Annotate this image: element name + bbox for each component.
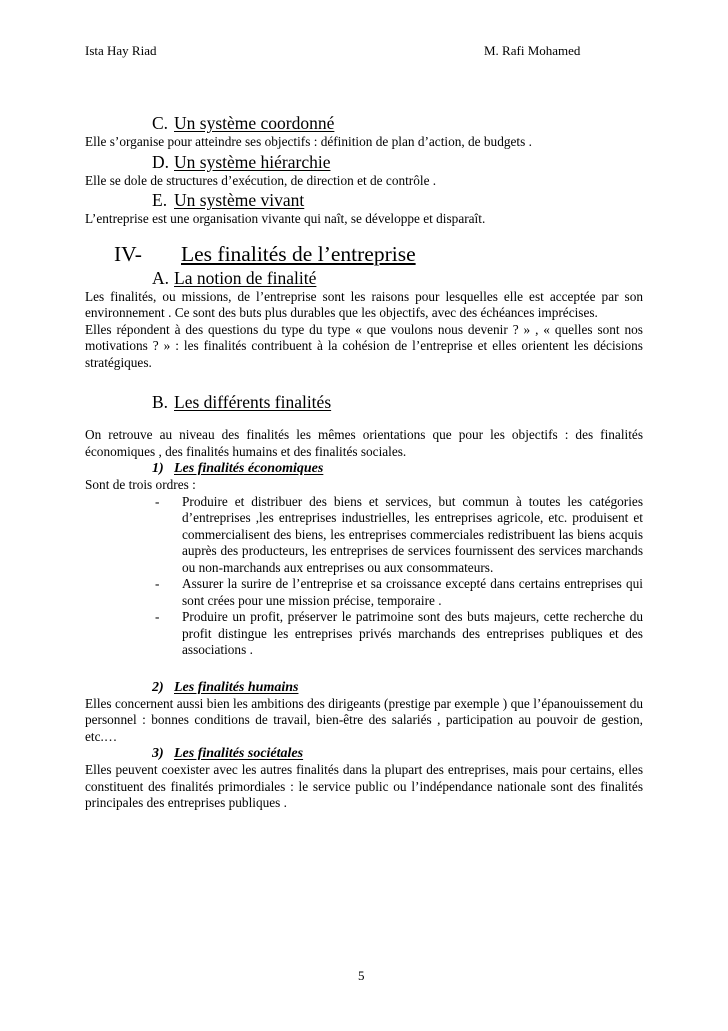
heading-b bbox=[85, 391, 643, 413]
paragraph-a-2: Elles répondent à des questions du type du type « que voulons nous devenir ? » , « quelles sont nos motivations ? » : les finalités contribuent à la cohésion de l’entreprise et elles orientent les décisions stratégiques. bbox=[85, 321, 643, 370]
heading-c-title: Un système coordonné bbox=[174, 113, 335, 133]
subheading-economiques bbox=[85, 460, 643, 477]
heading-part-4 bbox=[85, 241, 643, 267]
subheading-societales bbox=[85, 745, 643, 762]
paragraph-humains: Elles concernent aussi bien les ambitions des dirigeants (prestige par exemple ) que l’épanouissement du personnel : bonnes conditions de travail, bien-être des salariés , participation au pouvoir de gestion, etc.… bbox=[85, 695, 643, 744]
page-number: 5 bbox=[358, 968, 365, 983]
heading-e-title: Un système vivant bbox=[174, 190, 305, 210]
subheading-economiques-number: 1) bbox=[152, 461, 164, 476]
paragraph-societales: Elles peuvent coexister avec les autres finalités dans la plupart des entreprises, mais pour certains, elles constituent des finalités primordiales : le service public ou l’indépendance nationale sont des finalités principales des entreprises publiques . bbox=[85, 762, 643, 810]
list-item-text: Produire un profit, préserver le patrimoine sont des buts majeurs, cette recherche du profit distingue les entreprises privés marchands des entreprises publiques et des associations . bbox=[182, 609, 643, 657]
paragraph-a-1: Les finalités, ou missions, de l’entreprise sont les raisons pour lesquelles elle est acceptée par son environnement . Ce sont des buts plus durables que les objectifs, avec des échéances imprécises. bbox=[85, 288, 643, 320]
paragraph-d: Elle se dole de structures d’exécution, de direction et de contrôle . bbox=[85, 172, 437, 188]
paragraph-economiques-lead: Sont de trois ordres : bbox=[85, 477, 196, 492]
subheading-societales-number: 3) bbox=[152, 746, 164, 761]
list-item bbox=[155, 576, 643, 609]
paragraph-e: L’entreprise est une organisation vivante qui naît, se développe et disparaît. bbox=[85, 211, 486, 226]
subheading-humains bbox=[85, 679, 643, 696]
paragraph-b-intro: On retrouve au niveau des finalités les mêmes orientations que pour les objectifs : des finalités économiques , des finalités humains et des finalités sociales. bbox=[85, 427, 643, 459]
heading-a bbox=[85, 267, 643, 289]
header-author-left: Ista Hay Riad bbox=[85, 43, 157, 58]
list-item bbox=[155, 609, 643, 659]
heading-b-letter: B. bbox=[152, 392, 169, 412]
heading-e-letter: E. bbox=[152, 190, 168, 210]
subheading-humains-title: Les finalités humains bbox=[174, 679, 299, 695]
heading-b-title: Les différents finalités bbox=[174, 392, 332, 412]
header-author-right: M. Rafi Mohamed bbox=[484, 43, 581, 58]
list-item-text: Produire et distribuer des biens et services, but commun à toutes les catégories d’entreprises ,les entreprises industrielles, les entreprises agricole, etc. produisent et commercialisent des biens, les entreprises commerciales redistribuent las biens acquis auprès des producteurs, les entreprises de services fournissent des services marchands ou non-marchands aux entreprises ou aux consommateurs. bbox=[182, 493, 643, 575]
heading-d bbox=[85, 151, 643, 173]
paragraph-c: Elle s’organise pour atteindre ses objectifs : définition de plan d’action, de budgets . bbox=[85, 134, 532, 149]
subheading-societales-title: Les finalités sociétales bbox=[174, 746, 304, 761]
heading-part-4-roman: IV- bbox=[114, 241, 142, 266]
heading-c bbox=[85, 112, 643, 134]
list-economiques bbox=[85, 494, 643, 659]
list-dash: - bbox=[155, 493, 160, 509]
heading-a-letter: A. bbox=[152, 267, 170, 288]
subheading-humains-number: 2) bbox=[152, 679, 164, 695]
list-item bbox=[155, 494, 643, 577]
list-dash: - bbox=[155, 576, 160, 591]
heading-part-4-title: Les finalités de l’entreprise bbox=[181, 241, 416, 266]
heading-c-letter: C. bbox=[152, 113, 169, 133]
list-item-text: Assurer la surire de l’entreprise et sa croissance excepté dans certains entreprises qui sont crées pour une mission précise, temporaire . bbox=[182, 576, 643, 608]
heading-a-title: La notion de finalité bbox=[174, 267, 317, 288]
heading-d-title: Un système hiérarchie bbox=[174, 151, 331, 172]
subheading-economiques-title: Les finalités économiques bbox=[174, 461, 324, 476]
document-body bbox=[85, 112, 643, 812]
heading-e bbox=[85, 189, 643, 211]
heading-d-letter: D. bbox=[152, 151, 170, 172]
list-dash: - bbox=[155, 609, 160, 624]
